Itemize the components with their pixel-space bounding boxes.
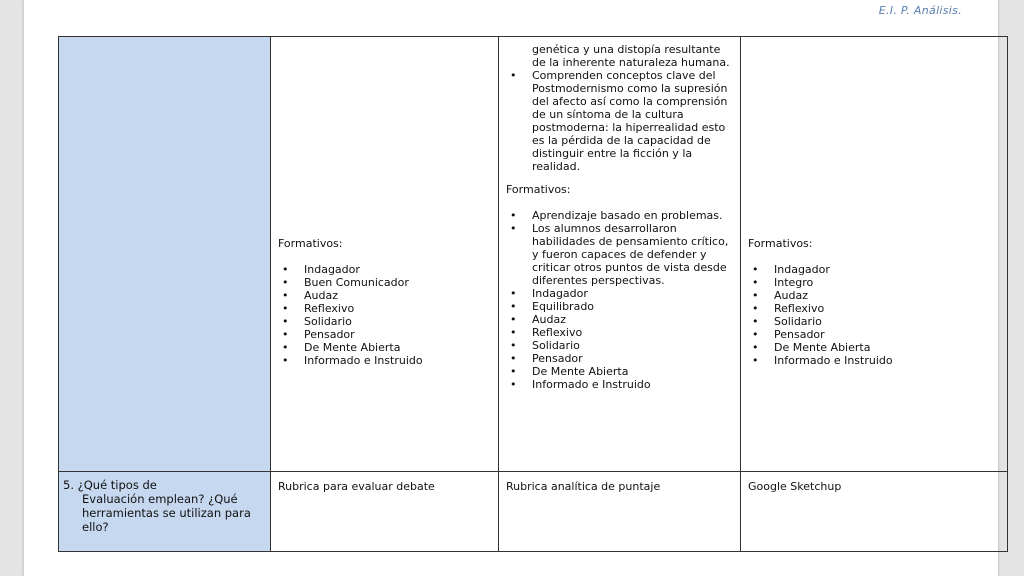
list-item: • Reflexivo <box>278 302 492 315</box>
attribute-list <box>278 263 492 367</box>
attribute-list <box>506 209 734 391</box>
list-item: • Pensador <box>278 328 492 341</box>
evaluation-table <box>58 36 1008 552</box>
list-item: • Audaz <box>278 289 492 302</box>
formative-label: Formativos: <box>748 237 813 250</box>
continuation-list <box>506 43 734 173</box>
list-item: • Indagador <box>506 287 734 300</box>
list-item: • Solidario <box>748 315 1001 328</box>
question-text: Evaluación emplean? ¿Qué herramientas se utilizan para ello? <box>82 492 251 534</box>
list-item: • Integro <box>748 276 1001 289</box>
list-item: • De Mente Abierta <box>506 365 734 378</box>
list-item: • Solidario <box>278 315 492 328</box>
list-item: • Informado e Instruido <box>278 354 492 367</box>
question-number-line: 5. ¿Qué tipos de <box>63 478 157 492</box>
list-item: • Reflexivo <box>506 326 734 339</box>
table-row <box>59 472 1008 552</box>
document-page <box>24 0 998 576</box>
evaluation-tool-text: Rubrica para evaluar debate <box>278 480 435 493</box>
page-header: E.I. P. Análisis. <box>878 4 962 17</box>
list-item: • Audaz <box>748 289 1001 302</box>
list-item: • Equilibrado <box>506 300 734 313</box>
list-item: • Indagador <box>748 263 1001 276</box>
formative-cell-3 <box>741 37 1008 472</box>
question-cell-empty <box>59 37 271 472</box>
formative-label: Formativos: <box>506 183 571 196</box>
list-item: • Buen Comunicador <box>278 276 492 289</box>
evaluation-tool-cell <box>499 472 741 552</box>
list-item: • De Mente Abierta <box>278 341 492 354</box>
list-item: • De Mente Abierta <box>748 341 1001 354</box>
attribute-list <box>748 263 1001 367</box>
list-item: • Comprenden conceptos clave del Postmodernismo como la supresión del afecto así como la comprensión de un síntoma de la cultura postmoderna: la hiperrealidad esto es la pérdida de la capacidad de distinguir entre la ficción y la realidad. <box>506 69 734 173</box>
list-item: • Solidario <box>506 339 734 352</box>
evaluation-tool-text: Google Sketchup <box>748 480 842 493</box>
list-item: • Pensador <box>748 328 1001 341</box>
list-item: genética y una distopía resultante de la inherente naturaleza humana. <box>532 43 730 69</box>
list-item: • Informado e Instruido <box>506 378 734 391</box>
list-item: • Aprendizaje basado en problemas. <box>506 209 734 222</box>
list-item: • Reflexivo <box>748 302 1001 315</box>
evaluation-tool-text: Rubrica analítica de puntaje <box>506 480 661 493</box>
list-item: • Informado e Instruido <box>748 354 1001 367</box>
evaluation-tool-cell <box>741 472 1008 552</box>
table-row <box>59 37 1008 472</box>
evaluation-tool-cell <box>271 472 499 552</box>
list-item: • Los alumnos desarrollaron habilidades de pensamiento crítico, y fueron capaces de defender y criticar otros puntos de vista desde diferentes perspectivas. <box>506 222 734 287</box>
formative-cell-1 <box>271 37 499 472</box>
formative-label: Formativos: <box>278 237 343 250</box>
formative-cell-2 <box>499 37 741 472</box>
list-item: • Indagador <box>278 263 492 276</box>
list-item: • Pensador <box>506 352 734 365</box>
list-item: • Audaz <box>506 313 734 326</box>
question-cell <box>59 472 271 552</box>
